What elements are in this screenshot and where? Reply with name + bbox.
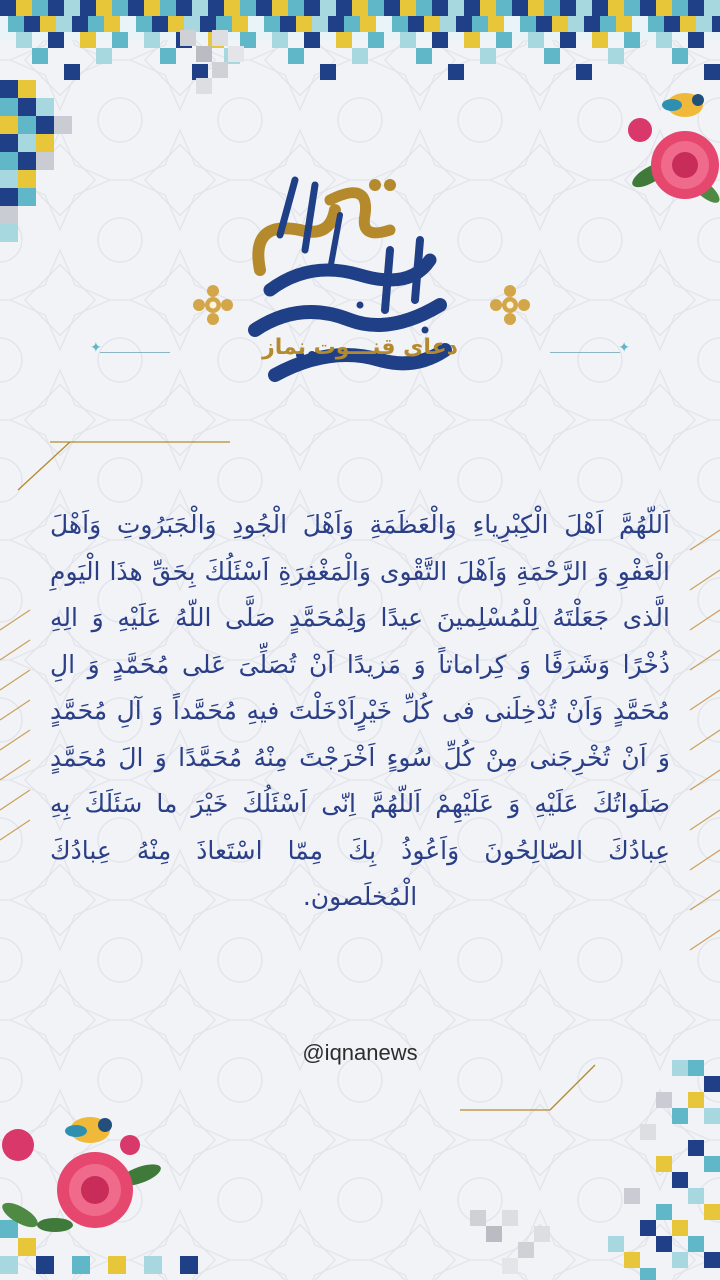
gold-diagonal-lines-right (680, 520, 720, 1000)
subtitle: دعای قنـــوت نماز (262, 335, 458, 360)
gold-diagonal-lines-left (0, 600, 40, 900)
subtitle-row (90, 335, 630, 365)
gold-ornament-icon (191, 283, 235, 327)
grey-pixel-decoration (180, 30, 300, 120)
sparkle-icon: ✦ (618, 340, 630, 356)
sparkle-icon: ✦ (90, 340, 102, 356)
grey-pixel-decoration-bottom (470, 1190, 570, 1280)
gold-ornament-icon (488, 283, 532, 327)
gold-diagonal-lines-bottom (460, 1060, 600, 1120)
flower-bird-bottom-left (0, 1105, 165, 1240)
prayer-text: اَللّهُمَّ اَهْلَ الْكِبْرِياءِ وَالْعَظَمَةِ وَاَهْلَ الْجُودِ وَالْجَبَرُوتِ وَاَهْلَ الْعَفْوِ وَ الرَّحْمَةِ وَاَهْلَ التَّقْوى وَالْمَغْفِرَةِ اَسْئَلُكَ بِحَقِّ هذَا الْيَومِ الَّذى جَعَلْتَهُ لِلْمُسْلِمينَ عيدًا وَلِمُحَمَّدٍ صَلَّى اللّهُ عَلَيْهِ وَ الِهِ ذُخْرًا وَشَرَفًا وَ كِراماتاً وَ مَزيدًا اَنْ تُصَلِّىَ عَلى مُحَمَّدٍ وَ الِ مُحَمَّدٍ وَاَنْ تُدْخِلَنى فى كُلِّ خَيْرٍاَدْخَلْتَ فيهِ مُحَمَّداً وَ آلِ مُحَمَّدٍ وَ اَنْ تُخْرِجَنى مِنْ كُلِّ سُوءٍ اَخْرَجْتَ مِنْهُ مُحَمَّدًا وَ الَ مُحَمَّدٍ صَلَواتُكَ عَلَيْهِ وَ عَلَيْهِمْ اَللّهُمَّ اِنّى اَسْئَلُكَ خَيْرَ ما سَئَلَكَ بِهِ عِبادُكَ الصّالِحُونَ وَاَعُوذُ بِكَ مِمّا اسْتَعاذَ مِنْهُ عِبادُكَ الْمُخلَصون. (50, 510, 670, 911)
gold-diagonal-lines-top (0, 430, 240, 500)
title-group (0, 150, 720, 410)
social-handle: @iqnanews (302, 1040, 418, 1065)
